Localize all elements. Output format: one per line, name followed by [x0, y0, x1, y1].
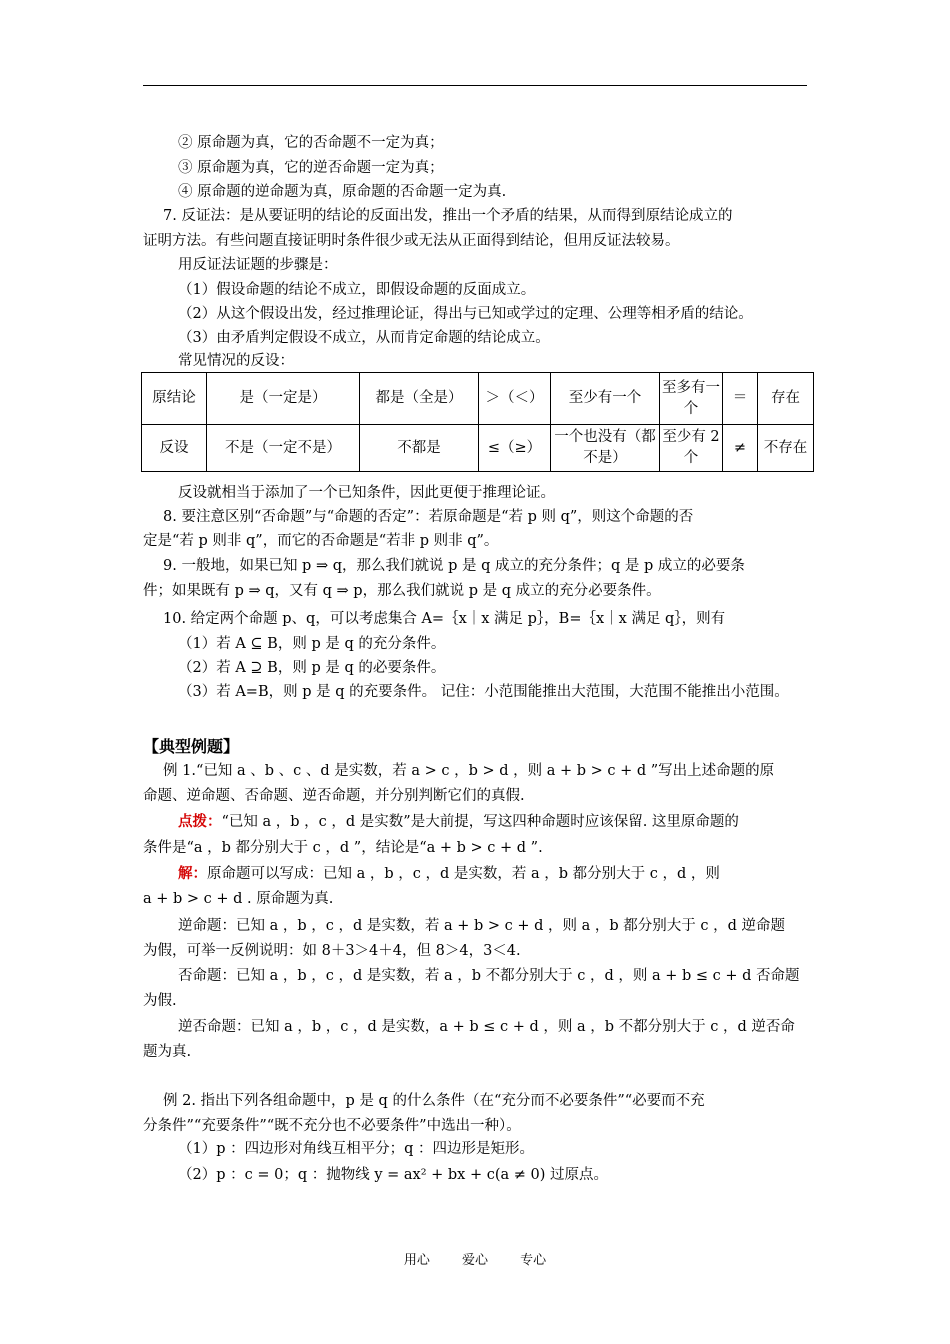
text-line: ④ 原命题的逆命题为真，原命题的否命题一定为真. — [178, 184, 507, 200]
text-line: 8. 要注意区别“否命题”与“命题的否定”：若原命题是“若 p 则 q”，则这个命题的否 — [163, 509, 694, 525]
text-line: （1）p ：四边形对角线互相平分；q ：四边形是矩形。 — [178, 1141, 535, 1157]
text-line: 件；如果既有 p ⇒ q，又有 q ⇒ p，那么我们就说 p 是 q 成立的充分必要条件。 — [143, 583, 661, 599]
text-line: 为假. — [143, 993, 177, 1009]
text-line: 反设就相当于添加了一个已知条件，因此更便于推理论证。 — [178, 485, 555, 501]
section-heading: 【典型例题】 — [143, 737, 240, 756]
text-line: （1）假设命题的结论不成立，即假设命题的反面成立。 — [178, 282, 536, 298]
negation-table — [141, 372, 814, 472]
text-line: 10. 给定两个命题 p、q，可以考虑集合 A=｛x｜x 满足 p｝，B=｛x｜x 满足 q｝，则有 — [163, 611, 726, 627]
text-line: 逆否命题：已知 a ，b ，c ，d 是实数，a + b ≤ c + d ，则 a ，b 不都分别大于 c ，d 逆否命 — [178, 1019, 795, 1035]
text-line: 命题、逆命题、否命题、逆否命题，并分别判断它们的真假. — [143, 788, 525, 804]
text-line: 题为真. — [143, 1044, 192, 1060]
text-line: 否命题：已知 a ，b ，c ，d 是实数，若 a ，b 不都分别大于 c ，d ，则 a + b ≤ c + d 否命题 — [178, 968, 800, 984]
text-line: ③ 原命题为真，它的逆否命题一定为真； — [178, 160, 444, 176]
table-cell: ＝ — [723, 373, 758, 425]
text-line: a + b > c + d . 原命题为真. — [143, 891, 334, 907]
table-cell: 不是（一定不是） — [207, 425, 360, 472]
text-line: 解：原命题可以写成：已知 a ，b ，c ，d 是实数，若 a ，b 都分别大于 c ，d ，则 — [178, 865, 720, 882]
table-cell: 不都是 — [360, 425, 479, 472]
table-cell: 存在 — [758, 373, 814, 425]
text-line: （3）若 A=B，则 p 是 q 的充要条件。 记住：小范围能推出大范围，大范围不能推出小范围。 — [178, 684, 789, 700]
text-line: 9. 一般地，如果已知 p ⇒ q，那么我们就说 p 是 q 成立的充分条件；q 是 p 成立的必要条 — [163, 558, 745, 574]
text-line: （1）若 A ⊆ B，则 p 是 q 的充分条件。 — [178, 636, 446, 652]
text-line: 分条件”“充要条件”“既不充分也不必要条件”中选出一种）。 — [143, 1118, 521, 1134]
text-line: 例 1.“已知 a 、b 、c 、d 是实数，若 a > c ，b > d ，则 a + b > c + d ”写出上述命题的原 — [163, 763, 775, 779]
table-row — [142, 373, 814, 425]
hint-label: 点拨： — [178, 813, 222, 830]
table-row — [142, 425, 814, 472]
text-line: 7. 反证法：是从要证明的结论的反面出发，推出一个矛盾的结果，从而得到原结论成立的 — [163, 208, 733, 224]
table-cell: 至少有 2 个 — [660, 425, 723, 472]
text-line: （3）由矛盾判定假设不成立，从而肯定命题的结论成立。 — [178, 330, 550, 346]
table-cell: 是（一定是） — [207, 373, 360, 425]
table-cell: 一个也没有（都不是） — [551, 425, 660, 472]
table-cell: 原结论 — [142, 373, 207, 425]
table-cell: ≤（≥） — [479, 425, 551, 472]
table-cell: 不存在 — [758, 425, 814, 472]
text-line: 逆命题：已知 a ，b ，c ，d 是实数，若 a + b > c + d ，则 a ，b 都分别大于 c ，d 逆命题 — [178, 918, 786, 934]
text-line: （2）从这个假设出发，经过推理论证，得出与已知或学过的定理、公理等相矛盾的结论。 — [178, 306, 753, 322]
text-line: 条件是“a ，b 都分别大于 c ，d ”，结论是“a + b > c + d ”. — [143, 840, 543, 856]
table-cell: ≠ — [723, 425, 758, 472]
text-line: （2）若 A ⊇ B，则 p 是 q 的必要条件。 — [178, 660, 446, 676]
footer-text: 专心 — [520, 1253, 547, 1268]
text-line: 例 2. 指出下列各组命题中，p 是 q 的什么条件（在“充分而不必要条件”“必要而不充 — [163, 1093, 705, 1109]
text-line: 常见情况的反设： — [178, 353, 294, 369]
text-line: 点拨：“已知 a ，b ，c ，d 是实数”是大前提，写这四种命题时应该保留. 这里原命题的 — [178, 813, 739, 830]
text-line: 定是“若 p 则非 q”，而它的否命题是“若非 p 则非 q”。 — [143, 533, 499, 549]
table-cell: 至少有一个 — [551, 373, 660, 425]
header-rule — [143, 85, 807, 86]
table-cell: 至多有一个 — [660, 373, 723, 425]
solution-label: 解： — [178, 865, 207, 882]
text-line: （2）p ：c = 0；q ：抛物线 y = ax² + bx + c(a ≠ 0) 过原点。 — [178, 1167, 609, 1183]
text-line: 用反证法证题的步骤是： — [178, 257, 338, 273]
text-line: 为假，可举一反例说明：如 8＋3＞4＋4，但 8＞4，3＜4. — [143, 943, 521, 959]
text-line: ② 原命题为真，它的否命题不一定为真； — [178, 135, 444, 151]
footer-text: 爱心 — [461, 1253, 488, 1268]
text-line: 证明方法。有些问题直接证明时条件很少或无法从正面得到结论，但用反证法较易。 — [143, 233, 680, 249]
table-cell: 都是（全是） — [360, 373, 479, 425]
table-cell: 反设 — [142, 425, 207, 472]
table-cell: ＞（＜） — [479, 373, 551, 425]
footer-text: 用心 — [403, 1253, 430, 1268]
page-footer — [0, 1249, 950, 1268]
